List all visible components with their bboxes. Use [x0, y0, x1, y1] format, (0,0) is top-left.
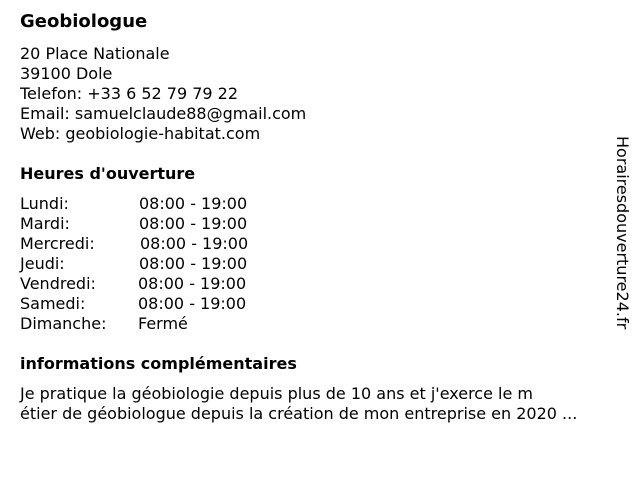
hours-row-monday: [20, 194, 248, 214]
day-time: 08:00 - 19:00: [138, 294, 247, 313]
hours-heading: Heures d'ouverture: [20, 164, 196, 183]
hours-row-thursday: [20, 254, 248, 274]
address-city: 39100 Dole: [20, 64, 113, 83]
web-line[interactable]: Web: geobiologie-habitat.com: [20, 124, 261, 143]
phone-line[interactable]: Telefon: +33 6 52 79 79 22: [20, 84, 239, 103]
info-line-1: Je pratique la géobiologie depuis plus de 10 ans et j'exerce le m: [20, 384, 533, 403]
day-time: 08:00 - 19:00: [139, 194, 248, 213]
hours-row-saturday: [20, 294, 247, 314]
address-street: 20 Place Nationale: [20, 44, 170, 63]
day-label: Vendredi:: [20, 274, 96, 293]
day-label: Jeudi:: [20, 254, 65, 273]
site-watermark: Horairesdouverture24.fr: [613, 136, 632, 330]
day-label: Lundi:: [20, 194, 69, 213]
info-line-2: étier de géobiologue depuis la création de mon entreprise en 2020 ...: [20, 404, 578, 423]
info-description: [20, 384, 630, 424]
business-name: Geobiologue: [20, 11, 148, 32]
day-time: 08:00 - 19:00: [140, 234, 249, 253]
contact-block: [20, 44, 306, 144]
hours-row-friday: [20, 274, 247, 294]
day-label: Samedi:: [20, 294, 86, 313]
day-label: Mardi:: [20, 214, 70, 233]
day-time: 08:00 - 19:00: [139, 254, 248, 273]
email-line[interactable]: Email: samuelclaude88@gmail.com: [20, 104, 307, 123]
day-time: 08:00 - 19:00: [138, 274, 247, 293]
hours-row-tuesday: [20, 214, 248, 234]
day-label: Mercredi:: [20, 234, 95, 253]
day-label: Dimanche:: [20, 314, 107, 333]
day-time: Fermé: [138, 314, 188, 333]
hours-table: [20, 194, 249, 334]
hours-row-wednesday: [20, 234, 249, 254]
day-time: 08:00 - 19:00: [139, 214, 248, 233]
info-heading: informations complémentaires: [20, 354, 297, 373]
hours-row-sunday: [20, 314, 188, 334]
